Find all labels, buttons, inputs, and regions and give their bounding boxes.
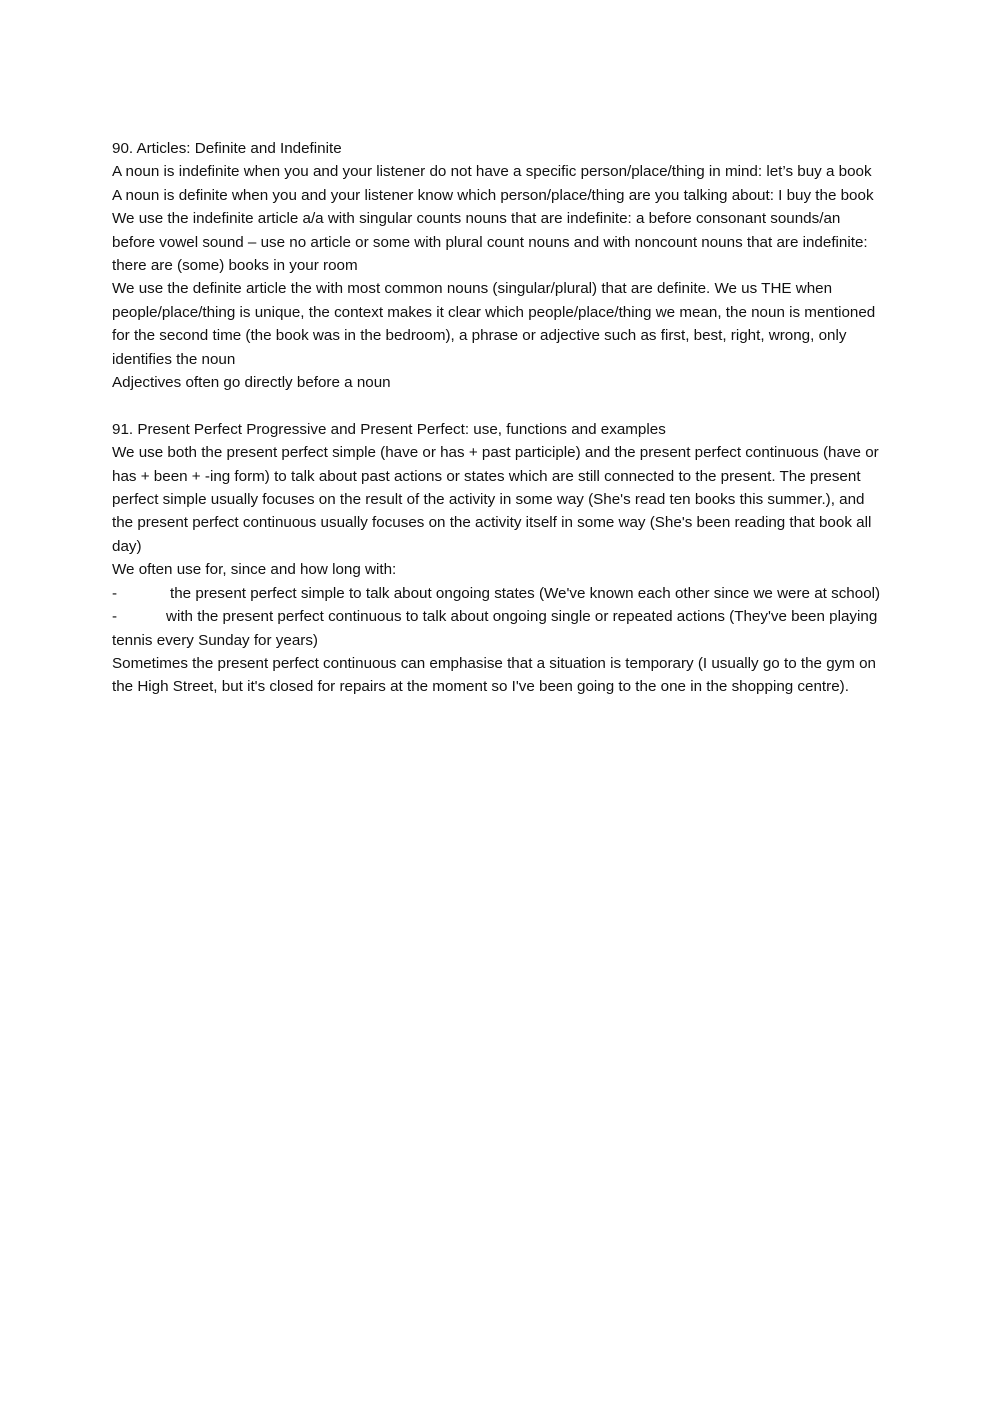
list-marker: - xyxy=(112,608,118,626)
list-item-text: the present perfect simple to talk about ongoing states (We've known each other since we were at school) xyxy=(170,584,881,602)
section-91-paragraph-3: Sometimes the present perfect continuous can emphasise that a situation is temporary (I usually go to the gym on the High Street, but it's closed for repairs at the moment so I've been going to the one in the shopping centre). xyxy=(112,654,876,696)
section-90-paragraph-4: We use the definite article the with most common nouns (singular/plural) that are definite. We us THE when people/place/thing is unique, the context makes it clear which people/place/thing we mean, the noun is mentioned for the second time (the book was in the bedroom), a phrase or adjective such as first, best, right, wrong, only identifies the noun xyxy=(112,280,876,368)
section-90-paragraph-2: A noun is definite when you and your listener know which person/place/thing are you talking about: I buy the book xyxy=(112,186,874,204)
list-item-text: with the present perfect continuous to talk about ongoing single or repeated actions (They've been playing tennis every Sunday for years) xyxy=(112,608,878,649)
list-item xyxy=(112,605,887,652)
section-91-heading: 91. Present Perfect Progressive and Present Perfect: use, functions and examples xyxy=(112,420,666,438)
document-body xyxy=(112,137,887,699)
section-90-heading: 90. Articles: Definite and Indefinite xyxy=(112,140,342,157)
section-90-paragraph-1: A noun is indefinite when you and your listener do not have a specific person/place/thing in mind: let’s buy a book xyxy=(112,163,872,181)
list-marker: - xyxy=(112,584,118,602)
section-90-paragraph-3: We use the indefinite article a/a with singular counts nouns that are indefinite: a before consonant sounds/an before vowel sound – use no article or some with plural count nouns and with noncount nouns that are indefinite: there are (some) books in your room xyxy=(112,210,868,275)
section-90-paragraph-5: Adjectives often go directly before a noun xyxy=(112,374,391,392)
section-spacer xyxy=(112,394,887,417)
section-91-paragraph-1: We use both the present perfect simple (have or has + past participle) and the present perfect continuous (have or has + been + -ing form) to talk about past actions or states which are still connected to the present. The present perfect simple usually focuses on the result of the activity in some way (She's read ten books this summer.), and the present perfect continuous usually focuses on the activity itself in some way (She's been reading that book all day) xyxy=(112,444,879,555)
section-91-paragraph-2: We often use for, since and how long with: xyxy=(112,561,397,579)
list-item xyxy=(112,582,887,605)
